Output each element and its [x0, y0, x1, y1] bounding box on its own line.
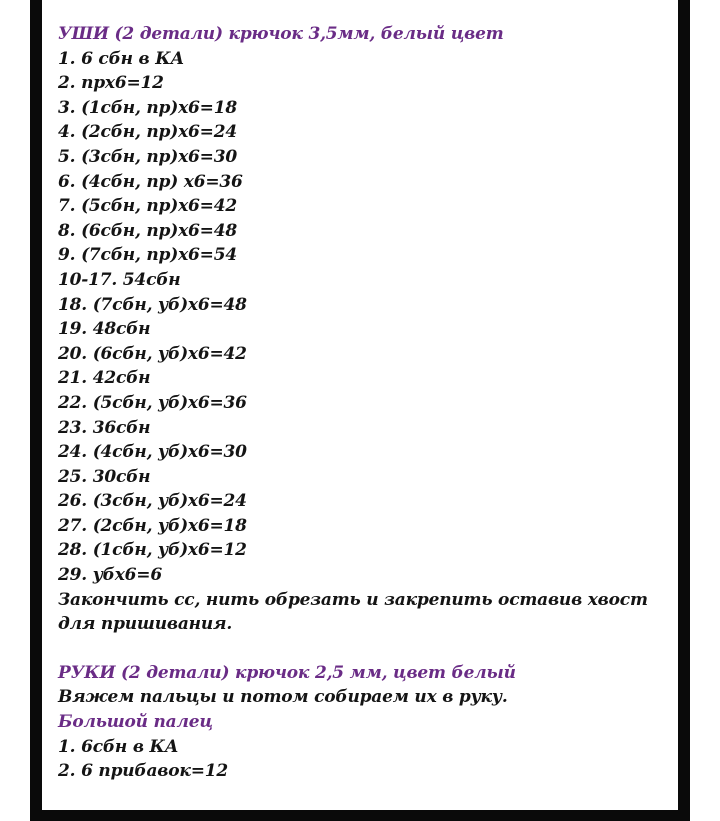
ears-finish-text: Закончить сс, нить обрезать и закрепить оставив хвост — [58, 589, 648, 610]
ears-row: 29. убх6=6 — [58, 565, 162, 586]
ears-row: 20. (6сбн, уб)х6=42 — [58, 343, 247, 364]
ears-row: 18. (7сбн, уб)х6=48 — [58, 294, 247, 315]
pattern-document — [58, 22, 648, 784]
ears-row: 8. (6сбн, пр)х6=48 — [58, 220, 237, 241]
ears-row: 9. (7сбн, пр)х6=54 — [58, 245, 237, 266]
ears-row: 22. (5сбн, уб)х6=36 — [58, 392, 247, 413]
section-spacer — [58, 637, 618, 661]
ears-row: 21. 42сбн — [58, 368, 151, 389]
ears-row: 25. 30сбн — [58, 466, 151, 487]
thumb-subheading: Большой палец — [58, 712, 213, 733]
ears-rows — [58, 47, 618, 588]
arms-row: 1. 6сбн в КА — [58, 736, 179, 757]
ears-row: 7. (5сбн, пр)х6=42 — [58, 196, 237, 217]
arms-row: 2. 6 прибавок=12 — [58, 761, 229, 782]
ears-row: 4. (2сбн, пр)х6=24 — [58, 122, 237, 143]
ears-row: 5. (3сбн, пр)х6=30 — [58, 146, 237, 167]
ears-row: 26. (3сбн, уб)х6=24 — [58, 491, 247, 512]
ears-row: 2. прх6=12 — [58, 73, 164, 94]
ears-title: УШИ (2 детали) крючок 3,5мм, белый цвет — [58, 24, 504, 44]
ears-finish-text-continued: для пришивания. — [58, 614, 233, 635]
arms-title: РУКИ (2 детали) крючок 2,5 мм, цвет белый — [58, 662, 516, 683]
ears-row: 1. 6 сбн в КА — [58, 48, 185, 69]
ears-row: 28. (1сбн, уб)х6=12 — [58, 540, 247, 561]
ears-row: 23. 36сбн — [58, 417, 151, 438]
ears-row: 6. (4сбн, пр) х6=36 — [58, 171, 243, 192]
ears-row: 27. (2сбн, уб)х6=18 — [58, 515, 247, 536]
ears-row: 19. 48сбн — [58, 319, 151, 340]
arms-intro: Вяжем пальцы и потом собираем их в руку. — [58, 687, 508, 708]
ears-row: 10-17. 54сбн — [58, 269, 181, 290]
ears-row: 3. (1сбн, пр)х6=18 — [58, 97, 237, 118]
ears-row: 24. (4сбн, уб)х6=30 — [58, 442, 247, 463]
